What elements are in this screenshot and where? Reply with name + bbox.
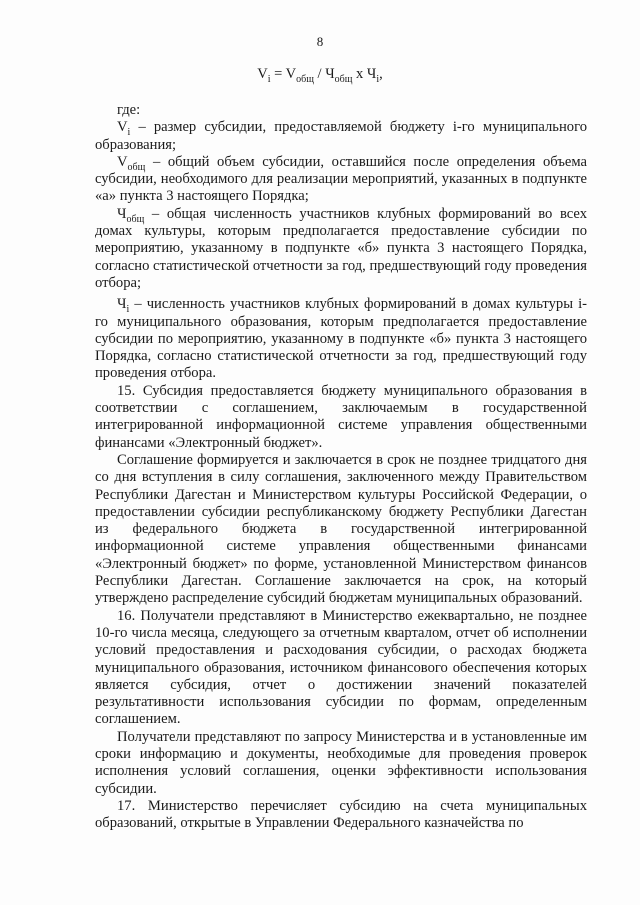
definitions-intro: где: <box>117 102 141 118</box>
definition-chi: $Ч_i$ – численность участников клубных формирований в домах культуры i-го муниципального образования, которым предполагается предоставление субсидии по мероприятию, указанному в подпункте «б» пункта 3 настоящего Порядка, согласно статистической отчетности за год, предшествующий году проведения отбора. <box>95 296 587 382</box>
paragraph-16: 16. Получатели представляют в Министерство ежеквартально, не позднее 10-го числа месяца, следующего за отчетным кварталом, отчет об исполнении условий предоставления и расходования субсидии, о расходах бюджета муниципального образования, источником финансового обеспечения которых является субсидия, отчет о достижении значений показателей результативности использования субсидии по формам, определенным соглашением. <box>95 607 587 728</box>
paragraph-15: 15. Субсидия предоставляется бюджету муниципального образования в соответствии с соглашением, заключаемым в государственной интегрированной информационной системе управления общественными финансами «Электронный бюджет». <box>95 382 587 451</box>
formula-lhs: V <box>257 66 268 82</box>
paragraph-15-agreement: Соглашение формируется и заключается в срок не позднее тридцатого дня со дня вступления в силу соглашения, заключенного между Правительством Республики Дагестан и Министерством культуры Российской Федерации, о предоставлении субсидии республиканскому бюджету Республики Дагестан из федерального бюджета в государственной интегрированной информационной системе управления общественными финансами «Электронный бюджет» по форме, установленной Министерством финансов Республики Дагестан. Соглашение заключается на срок, на который утверждено распределение субсидий бюджетам муниципальных образований. <box>95 451 587 607</box>
paragraph-17: 17. Министерство перечисляет субсидию на счета муниципальных образований, открытые в Управлении Федерального казначейства по <box>95 797 587 832</box>
subsidy-formula: $V_i = V_{общ} / Ч_{общ}$ х $Ч_i$, <box>257 66 383 85</box>
definition-vi: $V_i$ – размер субсидии, предоставляемой бюджету i-го муниципального образования; <box>95 119 587 153</box>
definition-chobsh: $Ч_{общ}$ – общая численность участников клубных формирований во всех домах культуры, которым предполагается предоставление субсидии по мероприятию, указанному в подпункте «б» пункта 3 настоящего Порядка, согласно статистической отчетности за год, предшествующий году проведения отбора; <box>95 205 587 291</box>
definition-vobsh: $V_{общ}$ – общий объем субсидии, оставшийся после определения объема субсидии, необходимого для реализации мероприятий, указанных в подпункте «а» пункта 3 настоящего Порядка; <box>95 153 587 205</box>
paragraph-16-requests: Получатели представляют по запросу Министерства и в установленные им сроки информацию и документы, необходимые для проведения проверок исполнения условий соглашения, оценки эффективности использования субсидии. <box>95 728 587 797</box>
document-body <box>95 98 587 832</box>
page-number: 8 <box>316 34 324 49</box>
